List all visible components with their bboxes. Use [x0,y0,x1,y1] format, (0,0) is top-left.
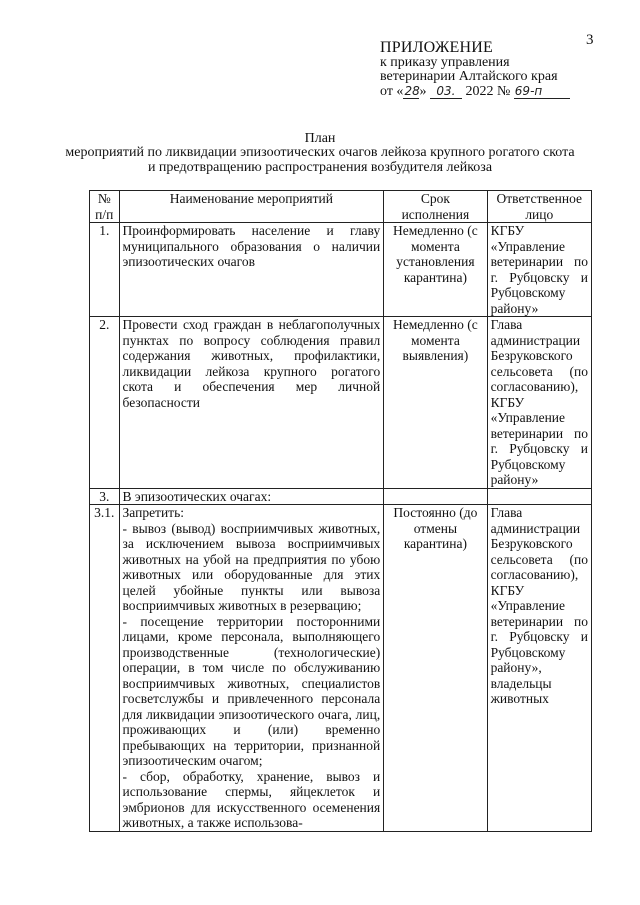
handwritten-month: 03. [430,85,462,99]
table-row [90,317,592,489]
date-mid: » [419,84,427,99]
measures-table [89,190,592,832]
plan-title: План [304,131,336,146]
row-number: 2. [90,317,120,489]
date-prefix: от « [380,84,404,99]
header-number: № п/п [90,191,120,223]
row-responsible: КГБУ «Управление ветеринарии по г. Рубцовску и Рубцовскому району» [487,223,591,317]
plan-subtitle-1: мероприятий по ликвидации эпизоотических очагов лейкоза крупного рогатого скота [65,145,575,160]
appendix-date-line [380,85,620,99]
row-responsible: Глава администрации Безруковского сельсовета (по согласованию), КГБУ «Управление ветеринарии по г. Рубцовску и Рубцовскому району» [487,317,591,489]
header-responsible: Ответственное лицо [487,191,591,223]
table-header-row [90,191,592,223]
row-responsible [487,488,591,505]
header-deadline: Срок исполнения [384,191,487,223]
row-deadline [384,488,487,505]
row-measure: В эпизоотических очагах: [119,488,384,505]
row-measure: Запретить: - вывоз (вывод) восприимчивых животных, за исключением вывоза восприимчивых животных на убой на предприятия по убою животных или оборудованные для этих целей убойные пункты или вывоза восприимчивых животных в резервацию; - посещение территории посторонними лицами, кроме персонала, выполняющего производственные (технологические) операции, в том числе по обслуживанию восприимчивых животных, специалистов госветслужбы и привлеченного персонала для ликвидации эпизоотического очага, лиц, проживающих и (или) временно пребывающих на территории, признанной эпизоотическим очагом; - сбор, обработку, хранение, вывоз и использование спермы, яйцеклеток и эмбрионов для искусственного осеменения животных, а также использова- [119,505,384,832]
row-number: 3. [90,488,120,505]
row-deadline: Немедленно (с момента установления карантина) [384,223,487,317]
year-and-number-label: 2022 № [465,84,511,99]
row-measure: Проинформировать население и главу муниципального образования о наличии эпизоотических очагов [119,223,384,317]
row-number: 3.1. [90,505,120,832]
row-number: 1. [90,223,120,317]
row-deadline: Постоянно (до отмены карантина) [384,505,487,832]
row-responsible: Глава администрации Безруковского сельсовета (по согласованию), КГБУ «Управление ветеринарии по г. Рубцовску и Рубцовскому району», владельцы животных [487,505,591,832]
appendix-title: ПРИЛОЖЕНИЕ [380,39,494,56]
table-row [90,223,592,317]
appendix-line-2: ветеринарии Алтайского края [380,69,558,84]
table-row [90,505,592,832]
page-number: 3 [586,32,594,48]
row-deadline: Немедленно (с момента выявления) [384,317,487,489]
plan-subtitle-2: и предотвращению распространения возбудителя лейкоза [147,160,493,175]
appendix-line-1: к приказу управления [380,55,510,70]
table-row [90,488,592,505]
header-measure-name: Наименование мероприятий [119,191,384,223]
row-measure: Провести сход граждан в неблагополучных пунктах по вопросу соблюдения правил содержания животных, профилактики, ликвидации лейкоза крупного рогатого скота и обеспечения мер личной безопасности [119,317,384,489]
appendix-block [380,40,620,99]
handwritten-day: 28 [404,84,420,98]
handwritten-order-number: 69-п [514,85,570,99]
